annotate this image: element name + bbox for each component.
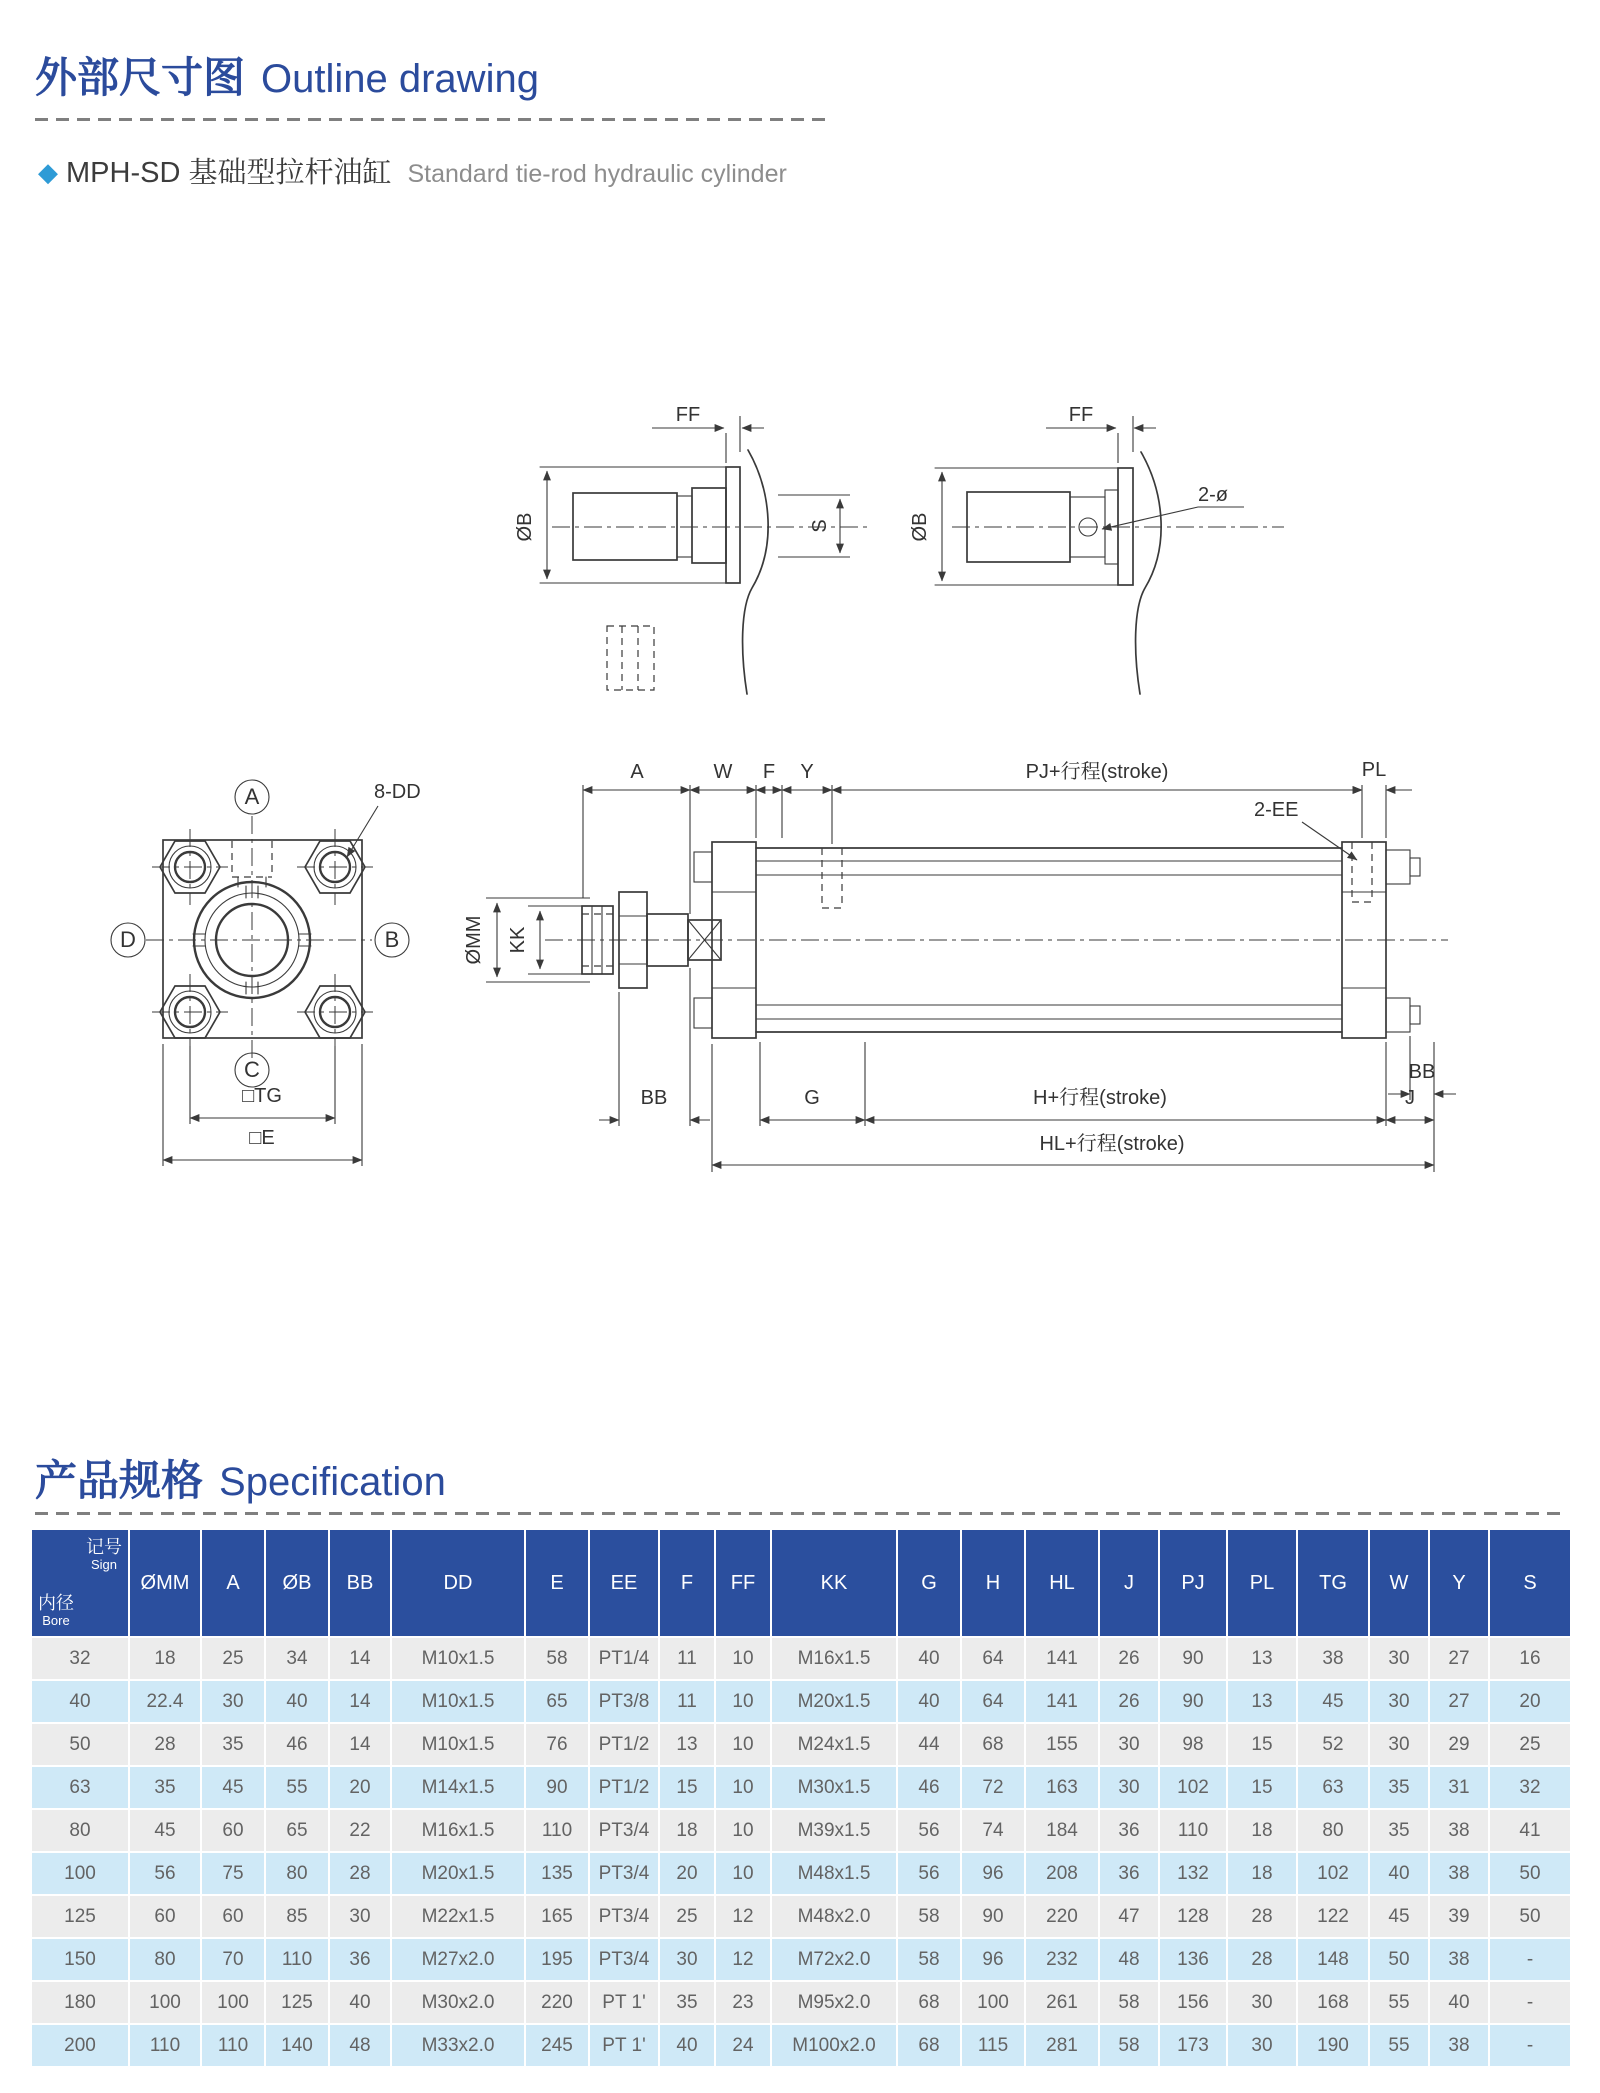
spec-cell: 90 [1159, 1637, 1227, 1680]
spec-cell: 50 [1489, 1852, 1571, 1895]
spec-cell: 110 [1159, 1809, 1227, 1852]
spec-cell: 20 [659, 1852, 715, 1895]
spec-cell: 18 [659, 1809, 715, 1852]
spec-col-e: E [525, 1529, 589, 1637]
spec-cell: 281 [1025, 2024, 1099, 2067]
spec-col-j: J [1099, 1529, 1159, 1637]
spec-cell: 30 [659, 1938, 715, 1981]
spec-cell: 65 [525, 1680, 589, 1723]
spec-cell: 36 [1099, 1809, 1159, 1852]
spec-cell: 38 [1429, 1852, 1489, 1895]
spec-cell: 30 [201, 1680, 265, 1723]
spec-cell: M10x1.5 [391, 1723, 525, 1766]
spec-col-g: G [897, 1529, 961, 1637]
spec-cell: 74 [961, 1809, 1025, 1852]
dim-label-pl: PL [1361, 759, 1387, 781]
spec-cell: 110 [129, 2024, 201, 2067]
spec-cell: M72x2.0 [771, 1938, 897, 1981]
spec-header-row [31, 1529, 1571, 1637]
spec-cell: 29 [1429, 1723, 1489, 1766]
spec-cell: 96 [961, 1852, 1025, 1895]
corner-bore-label: 内径 Bore [38, 1592, 74, 1628]
spec-cell: 18 [1227, 1852, 1297, 1895]
spec-cell: 28 [1227, 1895, 1297, 1938]
spec-cell: 31 [1429, 1766, 1489, 1809]
corner-sign-label-en: Sign [90, 1556, 118, 1572]
spec-cell: 20 [1489, 1680, 1571, 1723]
bore-cell: 180 [31, 1981, 129, 2024]
spec-col-a: A [201, 1529, 265, 1637]
spec-cell: M16x1.5 [391, 1809, 525, 1852]
bore-cell: 63 [31, 1766, 129, 1809]
spec-cell: 100 [201, 1981, 265, 2024]
corner-bore-label-en: Bore [42, 1612, 70, 1628]
spec-cell: PT3/4 [589, 1938, 659, 1981]
spec-cell: M95x2.0 [771, 1981, 897, 2024]
spec-cell: PT3/4 [589, 1809, 659, 1852]
spec-cell: 18 [1227, 1809, 1297, 1852]
spec-cell: 44 [897, 1723, 961, 1766]
spec-cell: 110 [265, 1938, 329, 1981]
spec-cell: 30 [329, 1895, 391, 1938]
spec-cell: 45 [129, 1809, 201, 1852]
product-name-en: Standard tie-rod hydraulic cylinder [407, 160, 787, 188]
dim-label-8-dd: 8-DD [374, 781, 421, 803]
spec-cell: 30 [1369, 1680, 1429, 1723]
spec-cell: 35 [201, 1723, 265, 1766]
spec-cell: 56 [897, 1809, 961, 1852]
spec-cell: 90 [525, 1766, 589, 1809]
spec-cell: 14 [329, 1680, 391, 1723]
spec-cell: 56 [129, 1852, 201, 1895]
spec-cell: 52 [1297, 1723, 1369, 1766]
dim-label-a: A [630, 761, 644, 783]
spec-cell: 208 [1025, 1852, 1099, 1895]
dim-label-kk: KK [507, 926, 529, 954]
spec-cell: 32 [1489, 1766, 1571, 1809]
spec-cell: 261 [1025, 1981, 1099, 2024]
spec-row-63 [31, 1766, 1571, 1809]
spec-cell: 23 [715, 1981, 771, 2024]
dim-label-bb: BB [1408, 1061, 1436, 1083]
spec-cell: 40 [265, 1680, 329, 1723]
spec-col-kk: KK [771, 1529, 897, 1637]
spec-cell: PT3/4 [589, 1852, 659, 1895]
dim-label-tg: □TG [242, 1085, 282, 1107]
spec-cell: 55 [1369, 2024, 1429, 2067]
spec-cell: 110 [201, 2024, 265, 2067]
spec-cell: 184 [1025, 1809, 1099, 1852]
spec-cell: 80 [1297, 1809, 1369, 1852]
spec-cell: 40 [897, 1680, 961, 1723]
spec-cell: 58 [897, 1895, 961, 1938]
spec-cell: 48 [1099, 1938, 1159, 1981]
spec-cell: 12 [715, 1938, 771, 1981]
spec-cell: 65 [265, 1809, 329, 1852]
spec-col-h: H [961, 1529, 1025, 1637]
spec-cell: 45 [201, 1766, 265, 1809]
spec-col-mm: ØMM [129, 1529, 201, 1637]
bore-cell: 150 [31, 1938, 129, 1981]
spec-cell: 30 [1099, 1723, 1159, 1766]
spec-col-hl: HL [1025, 1529, 1099, 1637]
spec-cell: 156 [1159, 1981, 1227, 2024]
spec-col-f: F [659, 1529, 715, 1637]
spec-row-200 [31, 2024, 1571, 2067]
spec-cell: 46 [265, 1723, 329, 1766]
spec-cell: 12 [715, 1895, 771, 1938]
spec-cell: M10x1.5 [391, 1680, 525, 1723]
spec-cell: 63 [1297, 1766, 1369, 1809]
spec-col-pl: PL [1227, 1529, 1297, 1637]
spec-col-pj: PJ [1159, 1529, 1227, 1637]
bore-cell: 125 [31, 1895, 129, 1938]
bore-cell: 32 [31, 1637, 129, 1680]
spec-cell: 220 [1025, 1895, 1099, 1938]
dim-label-ff: FF [1068, 404, 1094, 426]
spec-cell: 56 [897, 1852, 961, 1895]
spec-row-125 [31, 1895, 1571, 1938]
spec-cell: 85 [265, 1895, 329, 1938]
dim-label-y: Y [800, 761, 814, 783]
spec-row-100 [31, 1852, 1571, 1895]
spec-cell: 168 [1297, 1981, 1369, 2024]
dim-label-dia-b: ØB [514, 512, 536, 542]
spec-col-tg: TG [1297, 1529, 1369, 1637]
spec-cell: 35 [1369, 1809, 1429, 1852]
spec-cell: 58 [525, 1637, 589, 1680]
dim-label-s: S [809, 519, 831, 533]
spec-cell: 25 [659, 1895, 715, 1938]
spec-cell: 15 [1227, 1766, 1297, 1809]
spec-cell: 68 [897, 2024, 961, 2067]
spec-cell: 122 [1297, 1895, 1369, 1938]
spec-cell: 13 [1227, 1680, 1297, 1723]
spec-cell: M16x1.5 [771, 1637, 897, 1680]
dim-label-2-dia: 2-ø [1198, 484, 1228, 506]
spec-cell: 232 [1025, 1938, 1099, 1981]
spec-cell: - [1489, 1981, 1571, 2024]
spec-cell: 40 [897, 1637, 961, 1680]
spec-cell: 98 [1159, 1723, 1227, 1766]
spec-cell: 20 [329, 1766, 391, 1809]
spec-cell: 10 [715, 1852, 771, 1895]
dim-label-2-ee: 2-EE [1254, 799, 1299, 821]
dim-label-w: W [713, 761, 733, 783]
spec-cell: 28 [1227, 1938, 1297, 1981]
bore-cell: 200 [31, 2024, 129, 2067]
spec-cell: 195 [525, 1938, 589, 1981]
bore-cell: 100 [31, 1852, 129, 1895]
spec-cell: M22x1.5 [391, 1895, 525, 1938]
dim-label-dia-b: ØB [909, 512, 931, 542]
spec-cell: 141 [1025, 1637, 1099, 1680]
spec-cell: 125 [265, 1981, 329, 2024]
spec-col-y: Y [1429, 1529, 1489, 1637]
spec-cell: 15 [1227, 1723, 1297, 1766]
drawing-flange-view [111, 780, 421, 1166]
spec-cell: 58 [1099, 1981, 1159, 2024]
spec-cell: 26 [1099, 1637, 1159, 1680]
spec-cell: 36 [1099, 1852, 1159, 1895]
spec-cell: 220 [525, 1981, 589, 2024]
spec-cell: 140 [265, 2024, 329, 2067]
spec-cell: 136 [1159, 1938, 1227, 1981]
spec-cell: 14 [329, 1637, 391, 1680]
spec-cell: 141 [1025, 1680, 1099, 1723]
spec-cell: 90 [1159, 1680, 1227, 1723]
spec-col-dd: DD [391, 1529, 525, 1637]
spec-row-40 [31, 1680, 1571, 1723]
ref-circle-c: C [244, 1057, 260, 1082]
spec-cell: M100x2.0 [771, 2024, 897, 2067]
ref-circle-a: A [244, 784, 260, 809]
spec-col-ff: FF [715, 1529, 771, 1637]
ref-circle-d: D [120, 927, 136, 952]
spec-cell: 76 [525, 1723, 589, 1766]
spec-cell: 15 [659, 1766, 715, 1809]
bore-cell: 50 [31, 1723, 129, 1766]
spec-cell: 40 [1429, 1981, 1489, 2024]
spec-cell: 45 [1297, 1680, 1369, 1723]
spec-cell: 10 [715, 1723, 771, 1766]
spec-col-s: S [1489, 1529, 1571, 1637]
product-model-name: MPH-SD 基础型拉杆油缸 [66, 157, 392, 189]
spec-cell: 30 [1227, 1981, 1297, 2024]
spec-cell: 64 [961, 1637, 1025, 1680]
spec-cell: M48x2.0 [771, 1895, 897, 1938]
spec-cell: 55 [265, 1766, 329, 1809]
spec-cell: 45 [1369, 1895, 1429, 1938]
section-title-cn: 产品规格 [35, 1457, 204, 1504]
spec-cell: 28 [129, 1723, 201, 1766]
spec-cell: M39x1.5 [771, 1809, 897, 1852]
spec-cell: 60 [129, 1895, 201, 1938]
section-title-cn: 外部尺寸图 [35, 54, 246, 101]
dim-label-dia-mm: ØMM [463, 915, 485, 965]
spec-cell: 40 [659, 2024, 715, 2067]
spec-cell: 35 [1369, 1766, 1429, 1809]
dim-label-ff: FF [675, 404, 701, 426]
spec-cell: PT3/8 [589, 1680, 659, 1723]
spec-cell: M30x2.0 [391, 1981, 525, 2024]
section-title-en: Outline drawing [261, 57, 539, 101]
dim-label-j: J [1405, 1087, 1415, 1109]
spec-cell: M30x1.5 [771, 1766, 897, 1809]
spec-cell: 155 [1025, 1723, 1099, 1766]
spec-cell: 25 [1489, 1723, 1571, 1766]
spec-cell: 163 [1025, 1766, 1099, 1809]
spec-row-32 [31, 1637, 1571, 1680]
spec-cell: M20x1.5 [771, 1680, 897, 1723]
spec-cell: 102 [1297, 1852, 1369, 1895]
drawing-rod-end-ported [909, 404, 1284, 694]
spec-cell: 40 [329, 1981, 391, 2024]
dim-label-hl: HL+行程(stroke) [1039, 1133, 1185, 1155]
dim-label-pj: PJ+行程(stroke) [1025, 761, 1169, 783]
spec-cell: 60 [201, 1809, 265, 1852]
spec-cell: 58 [897, 1938, 961, 1981]
spec-cell: 58 [1099, 2024, 1159, 2067]
spec-cell: 100 [961, 1981, 1025, 2024]
specification-title [35, 1448, 446, 1508]
spec-cell: 72 [961, 1766, 1025, 1809]
spec-cell: 128 [1159, 1895, 1227, 1938]
spec-cell: 35 [129, 1766, 201, 1809]
spec-cell: 10 [715, 1637, 771, 1680]
spec-cell: 165 [525, 1895, 589, 1938]
spec-cell: 245 [525, 2024, 589, 2067]
spec-cell: - [1489, 1938, 1571, 1981]
spec-cell: 55 [1369, 1981, 1429, 2024]
spec-cell: 50 [1369, 1938, 1429, 1981]
spec-cell: 10 [715, 1680, 771, 1723]
spec-cell: 110 [525, 1809, 589, 1852]
spec-cell: 64 [961, 1680, 1025, 1723]
spec-cell: 41 [1489, 1809, 1571, 1852]
spec-table [30, 1528, 1572, 2068]
spec-cell: 35 [659, 1981, 715, 2024]
spec-cell: 25 [201, 1637, 265, 1680]
spec-cell: 68 [961, 1723, 1025, 1766]
spec-cell: 18 [129, 1637, 201, 1680]
dim-label-g: G [804, 1087, 820, 1109]
spec-cell: M27x2.0 [391, 1938, 525, 1981]
corner-sign-label: 记号 Sign [86, 1537, 122, 1572]
spec-cell: PT1/4 [589, 1637, 659, 1680]
spec-row-50 [31, 1723, 1571, 1766]
spec-row-150 [31, 1938, 1571, 1981]
spec-cell: 100 [129, 1981, 201, 2024]
spec-cell: 16 [1489, 1637, 1571, 1680]
spec-cell: 22 [329, 1809, 391, 1852]
spec-cell: 46 [897, 1766, 961, 1809]
spec-corner-cell [31, 1529, 129, 1637]
spec-cell: 27 [1429, 1637, 1489, 1680]
spec-cell: 135 [525, 1852, 589, 1895]
spec-cell: 47 [1099, 1895, 1159, 1938]
spec-cell: 80 [129, 1938, 201, 1981]
spec-cell: 10 [715, 1809, 771, 1852]
spec-cell: 13 [1227, 1637, 1297, 1680]
spec-cell: PT 1' [589, 1981, 659, 2024]
spec-cell: 24 [715, 2024, 771, 2067]
spec-cell: 48 [329, 2024, 391, 2067]
spec-cell: 68 [897, 1981, 961, 2024]
spec-cell: 38 [1429, 1938, 1489, 1981]
spec-cell: 27 [1429, 1680, 1489, 1723]
spec-cell: 30 [1369, 1637, 1429, 1680]
drawing-rod-end-front [514, 404, 868, 694]
dim-label-h: H+行程(stroke) [1033, 1087, 1167, 1109]
spec-row-80 [31, 1809, 1571, 1852]
spec-cell: 34 [265, 1637, 329, 1680]
spec-cell: 115 [961, 2024, 1025, 2067]
spec-cell: PT1/2 [589, 1723, 659, 1766]
spec-col-bb: BB [329, 1529, 391, 1637]
spec-row-180 [31, 1981, 1571, 2024]
spec-cell: 28 [329, 1852, 391, 1895]
dashed-rule [35, 1512, 1565, 1515]
spec-cell: 148 [1297, 1938, 1369, 1981]
spec-cell: 70 [201, 1938, 265, 1981]
spec-cell: 22.4 [129, 1680, 201, 1723]
spec-col-ee: EE [589, 1529, 659, 1637]
spec-cell: PT 1' [589, 2024, 659, 2067]
spec-cell: 36 [329, 1938, 391, 1981]
spec-cell: 50 [1489, 1895, 1571, 1938]
spec-cell: 173 [1159, 2024, 1227, 2067]
spec-cell: M20x1.5 [391, 1852, 525, 1895]
spec-cell: 60 [201, 1895, 265, 1938]
spec-cell: M14x1.5 [391, 1766, 525, 1809]
spec-cell: 30 [1369, 1723, 1429, 1766]
spec-cell: M48x1.5 [771, 1852, 897, 1895]
dim-label-f: F [762, 761, 776, 783]
spec-cell: PT3/4 [589, 1895, 659, 1938]
spec-cell: M33x2.0 [391, 2024, 525, 2067]
bore-cell: 80 [31, 1809, 129, 1852]
spec-cell: 11 [659, 1680, 715, 1723]
spec-cell: - [1489, 2024, 1571, 2067]
spec-cell: 96 [961, 1938, 1025, 1981]
spec-cell: 75 [201, 1852, 265, 1895]
drawing-side-view [463, 626, 1456, 1172]
spec-cell: 40 [1369, 1852, 1429, 1895]
spec-cell: 190 [1297, 2024, 1369, 2067]
spec-col-b: ØB [265, 1529, 329, 1637]
spec-cell: 102 [1159, 1766, 1227, 1809]
spec-cell: 90 [961, 1895, 1025, 1938]
spec-cell: 38 [1429, 2024, 1489, 2067]
spec-cell: 80 [265, 1852, 329, 1895]
ref-circle-b: B [384, 927, 400, 952]
spec-cell: M10x1.5 [391, 1637, 525, 1680]
spec-col-w: W [1369, 1529, 1429, 1637]
spec-cell: 30 [1099, 1766, 1159, 1809]
dim-label-e: □E [249, 1127, 275, 1149]
bore-cell: 40 [31, 1680, 129, 1723]
spec-cell: 39 [1429, 1895, 1489, 1938]
spec-cell: 11 [659, 1637, 715, 1680]
diamond-bullet-icon: ◆ [38, 157, 58, 187]
spec-cell: 10 [715, 1766, 771, 1809]
spec-cell: M24x1.5 [771, 1723, 897, 1766]
spec-cell: PT1/2 [589, 1766, 659, 1809]
spec-cell: 30 [1227, 2024, 1297, 2067]
spec-cell: 132 [1159, 1852, 1227, 1895]
spec-cell: 26 [1099, 1680, 1159, 1723]
spec-cell: 13 [659, 1723, 715, 1766]
section-title-en: Specification [219, 1460, 446, 1504]
spec-table-container [30, 1528, 1572, 2068]
spec-cell: 14 [329, 1723, 391, 1766]
spec-cell: 38 [1429, 1809, 1489, 1852]
spec-cell: 38 [1297, 1637, 1369, 1680]
dim-label-bb: BB [640, 1087, 668, 1109]
